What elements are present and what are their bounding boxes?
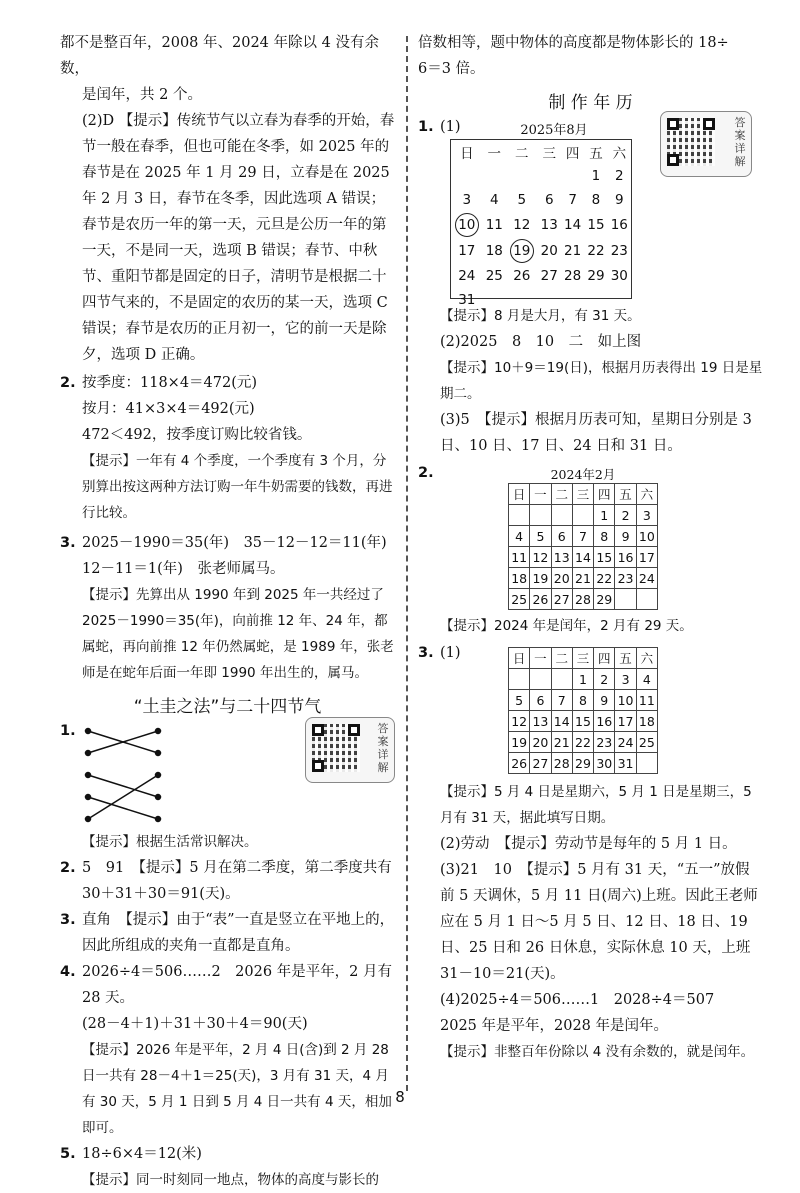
hint-paragraph: 【提示】先算出从 1990 年到 2025 年一共经过了 2025－1990＝35(年)，向前推 12 年、24 年，都属蛇，再向前推 12 年仍然属蛇，是 1989 年，张老师是在蛇年后面一年即 1990 年出生的，属马。: [82, 587, 394, 681]
qr-code-card[interactable]: [305, 717, 395, 783]
calendar-day-cell: 24: [458, 268, 476, 284]
answer-line: 2026÷4＝506……2 2026 年是平年，2 月有 28 天。: [82, 964, 393, 1006]
weekday-header: 一: [487, 146, 502, 162]
calendar-day-cell: 26: [509, 753, 530, 774]
calendar-day-cell: 5: [530, 526, 551, 547]
question-number: 1.: [418, 119, 434, 135]
calendar-aug-2025: [450, 139, 632, 308]
question-number: 2.: [60, 375, 76, 391]
weekday-header: 日: [509, 484, 530, 505]
calendar-day-cell: 19: [509, 732, 530, 753]
calendar-day-cell: 12: [513, 217, 531, 233]
weekday-header: 三: [542, 146, 557, 162]
part-label: (1): [440, 119, 461, 135]
weekday-header: 日: [460, 146, 474, 162]
calendar-title: 2025年8月: [520, 123, 588, 138]
calendar-grid: [451, 140, 631, 312]
part-label: (1): [440, 645, 461, 661]
hint-paragraph: 【提示】同一时刻同一地点，物体的高度与影长的: [82, 1172, 379, 1188]
hint-paragraph: 【提示】10＋9＝19(日)，根据月历表得出 19 日是星期二。: [440, 360, 763, 402]
calendar-day-cell: 11: [485, 217, 503, 233]
calendar-day-cell: [530, 669, 551, 690]
question-number: 1.: [60, 723, 76, 739]
weekday-header: 六: [636, 648, 657, 669]
calendar-day-cell: 6: [551, 526, 572, 547]
calendar-day-cell: 27: [540, 268, 558, 284]
hint-paragraph: 【提示】8 月是大月，有 31 天。: [440, 308, 641, 324]
calendar-day-cell: 2: [615, 505, 636, 526]
answer-line: (4)2025÷4＝506……1 2028÷4＝507: [440, 992, 715, 1008]
calendar-day-cell: [551, 669, 572, 690]
calendar-day-cell: 5: [517, 192, 527, 208]
question-number: 3.: [60, 535, 76, 551]
calendar-day-cell: 8: [572, 690, 593, 711]
calendar-day-cell: 17: [458, 243, 476, 259]
question-number: 4.: [60, 964, 76, 980]
calendar-day-cell: [506, 288, 538, 312]
calendar-day-cell: 14: [551, 711, 572, 732]
calendar-day-cell: 4: [490, 192, 499, 208]
weekday-header: 二: [551, 648, 572, 669]
calendar-day-cell: 1: [572, 669, 593, 690]
calendar-day-cell: 1: [594, 505, 615, 526]
calendar-day-cell: 11: [636, 690, 657, 711]
calendar-day-cell: [636, 753, 657, 774]
calendar-day-cell: 20: [551, 568, 572, 589]
calendar-day-cell: 2: [594, 669, 615, 690]
text-line: 6＝3 倍。: [418, 61, 485, 77]
calendar-day-cell: [483, 164, 506, 188]
hint-paragraph: 【提示】一年有 4 个季度，一个季度有 3 个月，分别算出按这两种方法订购一年牛奶需要的钱数，再进行比较。: [82, 453, 393, 521]
weekday-header: 六: [612, 146, 627, 162]
calendar-day-cell: 21: [572, 568, 593, 589]
calendar-day-cell: 28: [564, 268, 582, 284]
weekday-header: 四: [565, 146, 580, 162]
calendar-day-cell: [636, 589, 657, 610]
calendar-feb-2024: [508, 483, 658, 610]
weekday-header: 六: [636, 484, 657, 505]
column-divider: [406, 36, 408, 1091]
circled-date: 10: [455, 213, 479, 237]
calendar-day-cell: 19: [530, 568, 551, 589]
left-column: [60, 30, 395, 1193]
calendar-day-cell: 25: [636, 732, 657, 753]
calendar-day-cell: [615, 589, 636, 610]
calendar-day-cell: 16: [615, 547, 636, 568]
calendar-day-cell: 17: [636, 547, 657, 568]
calendar-day-cell: 9: [615, 192, 624, 208]
text-line: 都不是整百年，2008 年、2024 年除以 4 没有余数，: [60, 35, 379, 77]
calendar-day-cell: 15: [587, 217, 605, 233]
calendar-day-cell: 18: [485, 243, 503, 259]
calendar-day-cell: 13: [551, 547, 572, 568]
answer-line: (2)2025 8 10 二 如上图: [440, 334, 642, 350]
qr-code-card[interactable]: [660, 111, 752, 177]
calendar-day-cell: 7: [572, 526, 593, 547]
calendar-day-cell: 3: [636, 505, 657, 526]
calendar-day-cell: 4: [509, 526, 530, 547]
calendar-day-cell: 25: [485, 268, 503, 284]
weekday-header: 五: [589, 146, 603, 162]
weekday-header: 四: [594, 484, 615, 505]
calendar-day-cell: 7: [551, 690, 572, 711]
calendar-day-cell: 6: [544, 192, 554, 208]
answer-line: 12－11＝1(年) 张老师属马。: [82, 561, 285, 577]
calendar-answer-3: [418, 643, 763, 779]
question-number: 5.: [60, 1146, 76, 1162]
section-title: 制 作 年 历: [548, 93, 633, 113]
answer-line: 2025－1990＝35(年) 35－12－12＝11(年): [82, 535, 387, 551]
right-column: [418, 30, 763, 1065]
answer-line: 按季度：118×4＝472(元): [82, 375, 258, 391]
calendar-day-cell: 15: [572, 711, 593, 732]
answer-line: (28－4＋1)＋31＋30＋4＝90(天): [82, 1016, 308, 1032]
calendar-day-cell: 20: [540, 243, 558, 259]
calendar-day-cell: 16: [594, 711, 615, 732]
calendar-day-cell: [551, 505, 572, 526]
calendar-day-cell: 20: [530, 732, 551, 753]
calendar-day-cell: [538, 164, 561, 188]
calendar-day-cell: 25: [509, 589, 530, 610]
calendar-day-cell: 3: [462, 192, 472, 208]
calendar-day-cell: 27: [530, 753, 551, 774]
calendar-day-cell: [483, 288, 506, 312]
calendar-day-cell: [608, 288, 631, 312]
hint-paragraph: 【提示】2024 年是闰年，2 月有 29 天。: [440, 618, 693, 634]
answer-line: 直角 【提示】由于“表”一直是竖立在平地上的，因此所组成的夹角一直都是直角。: [82, 912, 395, 954]
calendar-day-cell: [561, 288, 584, 312]
calendar-day-cell: 29: [594, 589, 615, 610]
calendar-day-cell: 13: [530, 711, 551, 732]
question-number: 3.: [60, 912, 76, 928]
calendar-day-cell: 31: [458, 292, 476, 308]
weekday-header: 四: [594, 648, 615, 669]
matching-lines-diagram: [80, 723, 170, 827]
calendar-day-cell: 26: [513, 268, 531, 284]
calendar-day-cell: 13: [540, 217, 558, 233]
calendar-day-cell: 30: [594, 753, 615, 774]
question-number: 2.: [60, 860, 76, 876]
weekday-header: 三: [572, 648, 593, 669]
calendar-day-cell: 3: [615, 669, 636, 690]
calendar-day-cell: 9: [615, 526, 636, 547]
calendar-day-cell: [506, 238, 538, 264]
calendar-answer-1: [418, 116, 763, 308]
calendar-day-cell: [509, 669, 530, 690]
qr-caption: 答 案 详 解: [377, 722, 389, 774]
calendar-day-cell: 29: [572, 753, 593, 774]
calendar-day-cell: 4: [636, 669, 657, 690]
qr-caption: 答 案 详 解: [734, 116, 746, 168]
calendar-day-cell: 2: [615, 168, 624, 184]
calendar-day-cell: 10: [636, 526, 657, 547]
calendar-day-cell: 17: [615, 711, 636, 732]
calendar-day-cell: [506, 164, 538, 188]
calendar-day-cell: [451, 212, 483, 238]
weekday-header: 一: [530, 648, 551, 669]
calendar-day-cell: 31: [615, 753, 636, 774]
calendar-day-cell: 14: [564, 217, 582, 233]
answer-line: 2025 年是平年，2028 年是闰年。: [440, 1018, 669, 1034]
calendar-day-cell: 22: [572, 732, 593, 753]
answer-line: (3)5 【提示】根据月历表可知，星期日分别是 3 日、10 日、17 日、24 日和 31 日。: [440, 412, 752, 454]
calendar-day-cell: 12: [509, 711, 530, 732]
calendar-day-cell: 22: [594, 568, 615, 589]
answer-line: 472＜492，按季度订购比较省钱。: [82, 427, 312, 443]
answer-line: 18÷6×4＝12(米): [82, 1146, 202, 1162]
calendar-day-cell: 27: [551, 589, 572, 610]
weekday-header: 五: [615, 484, 636, 505]
hint-paragraph: 【提示】非整百年份除以 4 没有余数的，就是闰年。: [440, 1044, 755, 1060]
calendar-day-cell: 24: [615, 732, 636, 753]
calendar-answer-2: [418, 463, 763, 613]
calendar-day-cell: 10: [615, 690, 636, 711]
calendar-day-cell: [584, 288, 607, 312]
weekday-header: 五: [615, 648, 636, 669]
calendar-day-cell: 16: [610, 217, 628, 233]
answer-line: (2)劳动 【提示】劳动节是每年的 5 月 1 日。: [440, 836, 737, 852]
calendar-day-cell: 21: [564, 243, 582, 259]
text-line: 是闰年，共 2 个。: [82, 87, 202, 103]
section-title: “土圭之法”与二十四节气: [133, 697, 322, 717]
calendar-day-cell: 24: [636, 568, 657, 589]
weekday-header: 三: [572, 484, 593, 505]
calendar-day-cell: [538, 288, 561, 312]
weekday-header: 二: [551, 484, 572, 505]
hint-paragraph: 【提示】2026 年是平年，2 月 4 日(含)到 2 月 28 日一共有 28－4＋1＝25(天)，3 月有 31 天，4 月有 30 天，5 月 1 日到 5 月 4 日一共有 4 天，相加即可。: [82, 1042, 392, 1136]
matching-answer: [60, 721, 395, 829]
answer-paragraph: (2)D 【提示】传统节气以立春为春季的开始，春节一般在春季，但也可能在冬季，如 2025 年的春节是在 2025 年 1 月 29 日，立春是在 2025 年 2 月 3 日，春节在冬季，因此选项 A 错误；春节是农历一年的第一天，元旦是公历一年的第一天，不是同一天，选项 B 错误；春节、中秋节、重阳节都是固定的日子，清明节是根据二十四节气来的，不是固定的农历的某一天，选项 C 错误；春节是农历的正月初一，它的前一天是除夕，选项 D 正确。: [82, 113, 395, 363]
weekday-header: 日: [509, 648, 530, 669]
calendar-day-cell: 28: [551, 753, 572, 774]
calendar-day-cell: 23: [615, 568, 636, 589]
weekday-header: 二: [515, 146, 529, 162]
hint-paragraph: 【提示】根据生活常识解决。: [82, 834, 258, 850]
calendar-day-cell: 8: [591, 192, 601, 208]
calendar-day-cell: 18: [636, 711, 657, 732]
calendar-day-cell: [572, 505, 593, 526]
calendar-day-cell: 18: [509, 568, 530, 589]
calendar-day-cell: 15: [594, 547, 615, 568]
calendar-day-cell: 5: [509, 690, 530, 711]
calendar-day-cell: [530, 505, 551, 526]
calendar-day-cell: 11: [509, 547, 530, 568]
hint-paragraph: 【提示】5 月 4 日是星期六，5 月 1 日是星期三，5 月有 31 天，据此填写日期。: [440, 784, 752, 826]
calendar-day-cell: 12: [530, 547, 551, 568]
text-line: 倍数相等，题中物体的高度都是物体影长的 18÷: [418, 35, 729, 51]
calendar-day-cell: [561, 164, 584, 188]
answer-line: 5 91 【提示】5 月在第二季度，第二季度共有 30＋31＋30＝91(天)。: [82, 860, 392, 902]
calendar-day-cell: 26: [530, 589, 551, 610]
calendar-day-cell: 9: [594, 690, 615, 711]
calendar-day-cell: [451, 164, 483, 188]
weekday-header: 一: [530, 484, 551, 505]
calendar-day-cell: 14: [572, 547, 593, 568]
answer-line: 按月：41×3×4＝492(元): [82, 401, 255, 417]
calendar-day-cell: 28: [572, 589, 593, 610]
calendar-day-cell: 30: [610, 268, 628, 284]
calendar-day-cell: 6: [530, 690, 551, 711]
answer-line: (3)21 10 【提示】5 月有 31 天，“五一”放假前 5 天调休，5 月 11 日(周六)上班。因此王老师应在 5 月 1 日～5 月 5 日、12 日、18 日、19 日、25 日和 26 日休息，实际休息 10 天，上班 31－10＝21(天)。: [440, 862, 758, 982]
calendar-day-cell: 21: [551, 732, 572, 753]
question-number: 3.: [418, 645, 434, 661]
calendar-day-cell: 22: [587, 243, 605, 259]
calendar-day-cell: [509, 505, 530, 526]
calendar-day-cell: 1: [591, 168, 601, 184]
calendar-day-cell: 23: [610, 243, 628, 259]
question-number: 2.: [418, 465, 434, 481]
calendar-may-2024: [508, 647, 658, 774]
calendar-day-cell: 29: [587, 268, 605, 284]
circled-date: 19: [510, 239, 534, 263]
calendar-day-cell: 23: [594, 732, 615, 753]
calendar-title: 2024年2月: [550, 467, 616, 482]
calendar-day-cell: 7: [568, 192, 577, 208]
calendar-day-cell: 8: [594, 526, 615, 547]
page-number: 8: [395, 1088, 405, 1106]
